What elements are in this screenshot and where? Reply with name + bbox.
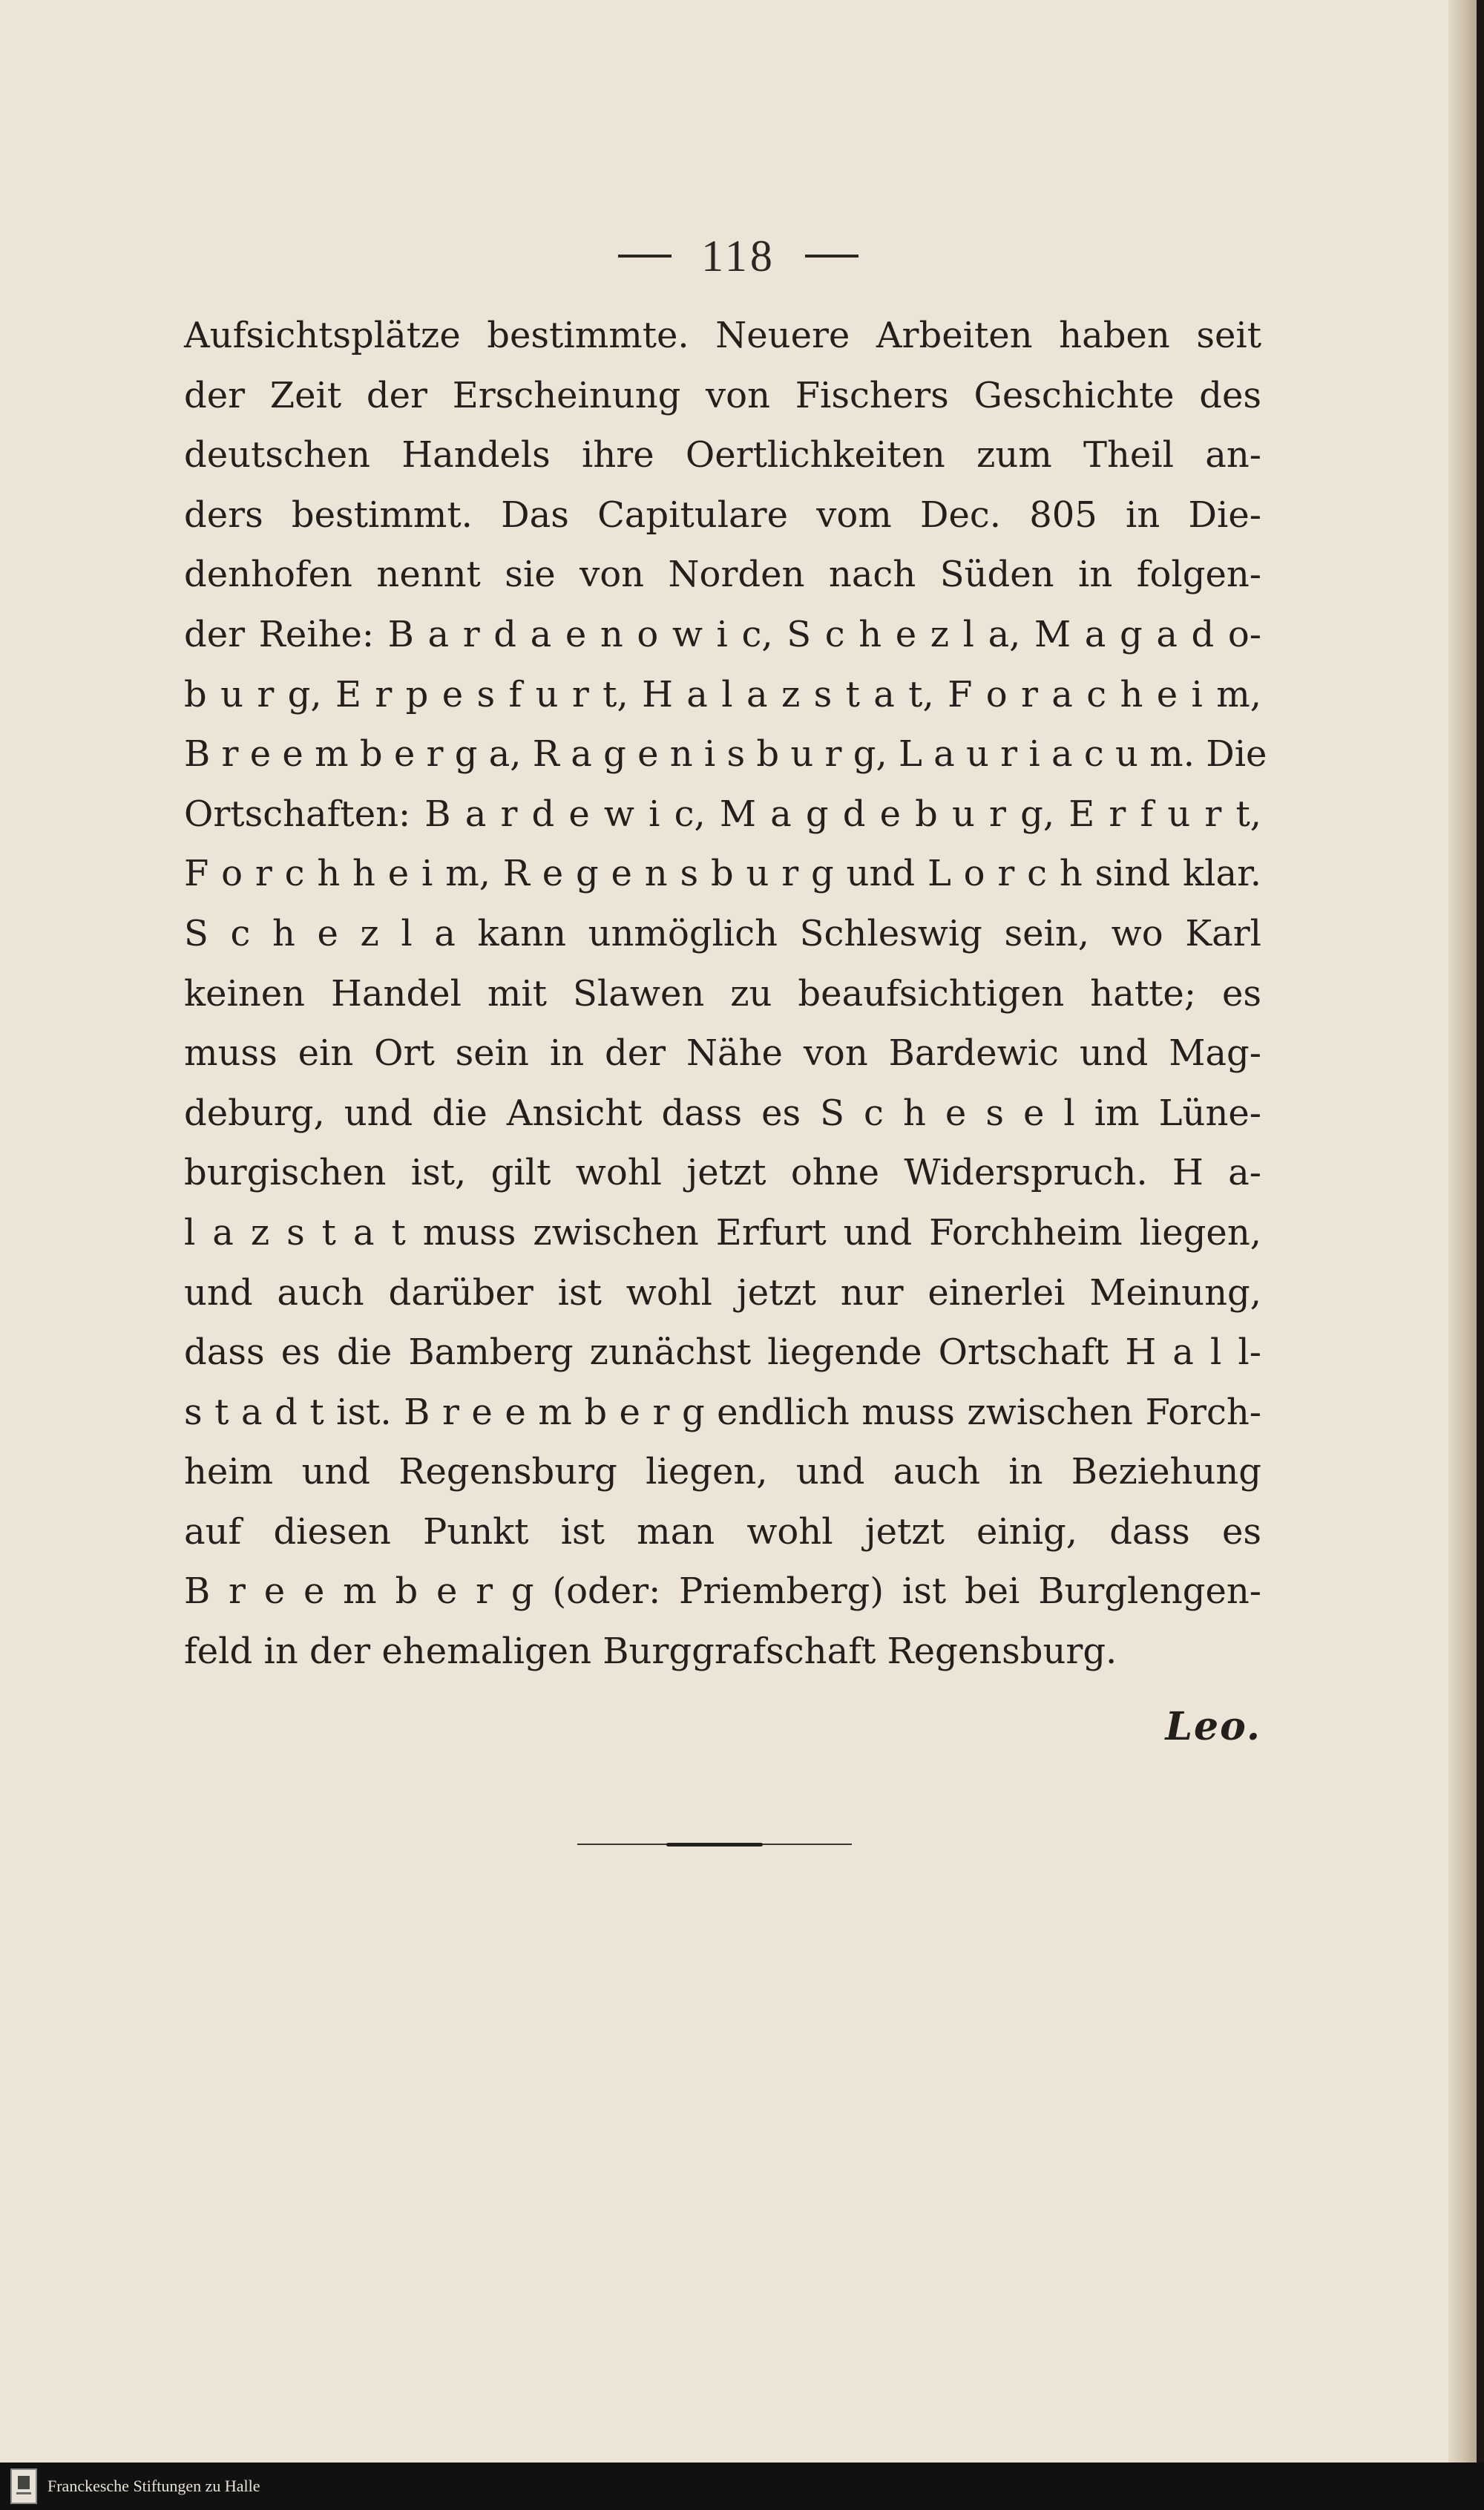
text-line: auf diesen Punkt ist man wohl jetzt einig, dass es: [184, 1510, 1261, 1553]
text-line: ders bestimmt. Das Capitulare vom Dec. 805 in Die-: [184, 494, 1261, 536]
text-line: s t a d t ist. B r e e m b e r g endlich muss zwischen Forch-: [184, 1391, 1261, 1433]
text-line: burgischen ist, gilt wohl jetzt ohne Widerspruch. H a-: [184, 1152, 1261, 1194]
text-line: deutschen Handels ihre Oertlichkeiten zum Theil an-: [184, 434, 1261, 476]
text-line: b u r g, E r p e s f u r t, H a l a z s t a t, F o r a c h e i m,: [184, 673, 1261, 715]
page-edge-shadow: [1448, 0, 1477, 2463]
page-number: 118: [701, 231, 775, 281]
text-line: S c h e z l a kann unmöglich Schleswig sein, wo Karl: [184, 912, 1261, 954]
text-line: und auch darüber ist wohl jetzt nur einerlei Meinung,: [184, 1271, 1261, 1314]
text-line: der Zeit der Erscheinung von Fischers Geschichte des: [184, 374, 1261, 416]
text-line: B r e e m b e r g (oder: Priemberg) ist bei Burglengen-: [184, 1570, 1261, 1613]
text-line: der Reihe: B a r d a e n o w i c, S c h e z l a, M a g a d o-: [184, 613, 1261, 655]
text-line: deburg, und die Ansicht dass es S c h e s e l im Lüne-: [184, 1092, 1261, 1134]
text-line: dass es die Bamberg zunächst liegende Ortschaft H a l l-: [184, 1331, 1261, 1374]
text-line: denhofen nennt sie von Norden nach Süden in folgen-: [184, 554, 1261, 596]
footer-credit: Franckesche Stiftungen zu Halle: [47, 2477, 260, 2495]
text-line: keinen Handel mit Slawen zu beaufsichtigen hatte; es: [184, 972, 1261, 1015]
section-divider: [577, 1843, 852, 1846]
header-dash-right: [805, 255, 858, 258]
body-text: [184, 306, 1267, 1682]
library-logo-icon: [10, 2468, 37, 2504]
book-binding: [1477, 0, 1484, 2463]
text-line: B r e e m b e r g a, R a g e n i s b u r g, L a u r i a c u m. Die: [184, 733, 1267, 776]
text-line: heim und Regensburg liegen, und auch in Beziehung: [184, 1451, 1261, 1493]
author-signature: Leo.: [1165, 1704, 1261, 1749]
text-line: Ortschaften: B a r d e w i c, M a g d e b u r g, E r f u r t,: [184, 793, 1261, 835]
text-line: feld in der ehemaligen Burggrafschaft Regensburg.: [184, 1631, 1117, 1673]
footer-bar: [0, 2463, 1484, 2510]
text-line: l a z s t a t muss zwischen Erfurt und Forchheim liegen,: [184, 1211, 1261, 1254]
text-line: F o r c h h e i m, R e g e n s b u r g und L o r c h sind klar.: [184, 853, 1261, 895]
text-line: Aufsichtsplätze bestimmte. Neuere Arbeiten haben seit: [184, 315, 1261, 356]
page-header: [0, 226, 1477, 286]
text-line: muss ein Ort sein in der Nähe von Bardewic und Mag-: [184, 1032, 1261, 1075]
header-dash-left: [618, 255, 672, 258]
